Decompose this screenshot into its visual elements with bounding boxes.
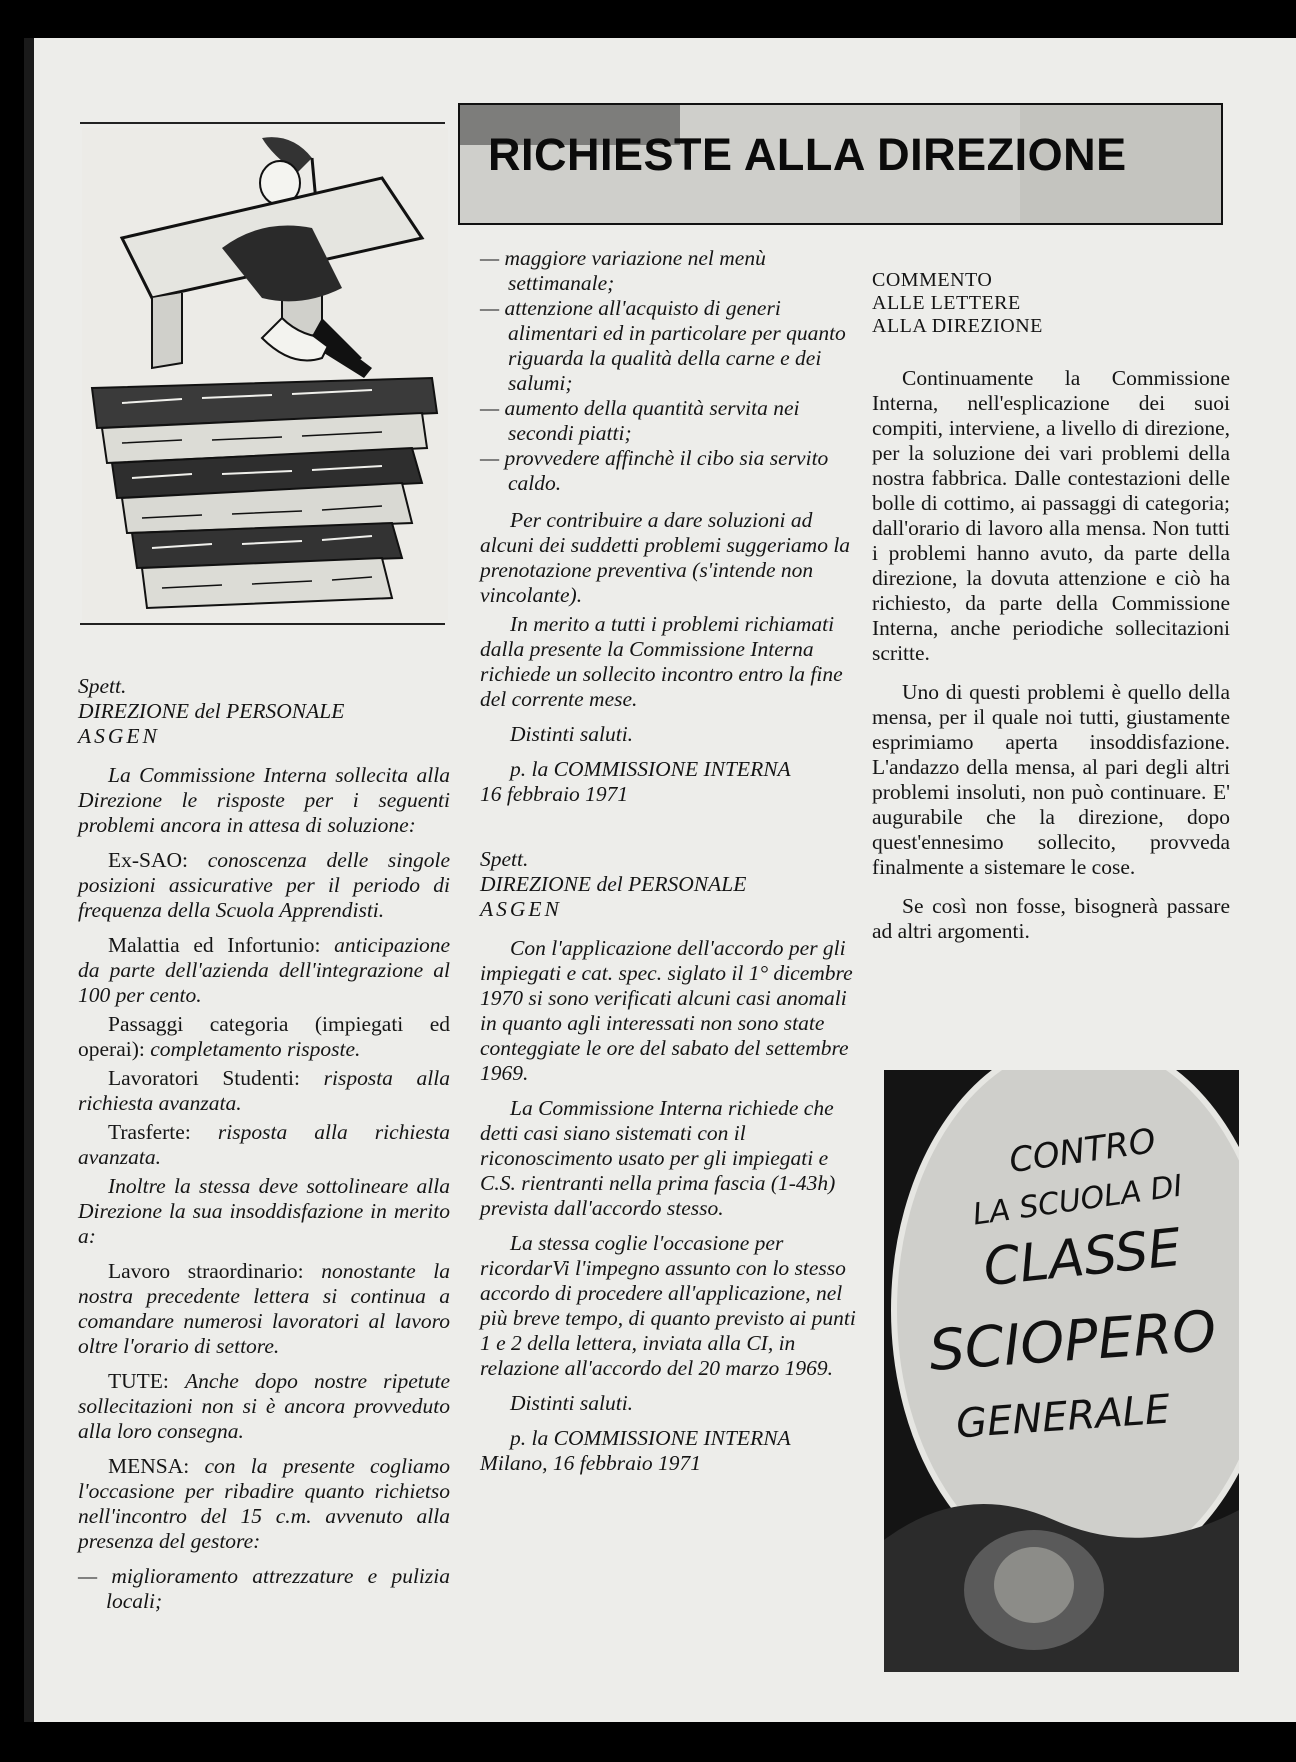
letter-1-signature: p. la COMMISSIONE INTERNA bbox=[510, 757, 791, 781]
letter-2-closing: Distinti saluti. bbox=[510, 1391, 634, 1415]
mensa-request-item: — miglioramento attrezzature e pulizia locali; bbox=[78, 1564, 450, 1613]
letter-1-closing: Distinti saluti. bbox=[510, 722, 634, 746]
sign-text: GENERALE bbox=[954, 1386, 1172, 1448]
divider bbox=[80, 122, 445, 124]
article-header bbox=[458, 103, 1223, 225]
protest-sign-photo bbox=[884, 1070, 1239, 1672]
letter-2-salutation: Spett. bbox=[480, 847, 529, 871]
letter-1-inoltre: Inoltre la stessa deve sottolineare alla Direzione la sua insoddisfazione in merito a: bbox=[78, 1174, 450, 1248]
sign-text: CONTRO bbox=[1006, 1121, 1159, 1182]
letter-1-intro: La Commissione Interna sollecita alla Direzione le risposte per i seguenti problemi ancora in attesa di soluzione: bbox=[78, 763, 450, 837]
letter-2-paragraph: Con l'applicazione dell'accordo per gli impiegati e cat. spec. siglato il 1° dicembre 1970 si sono verificati alcuni casi anomali in quanto agli interessati non sono state conteggiate le ore del sabato del settembre 1969. bbox=[480, 936, 853, 1085]
sign-text: LA SCUOLA DI bbox=[970, 1168, 1185, 1233]
letter-1-paragraph: Per contribuire a dare soluzioni ad alcuni dei suddetti problemi suggeriamo la prenotazione preventiva (s'intende non vincolante). bbox=[480, 508, 851, 607]
mensa-request-item: — attenzione all'acquisto di generi alimentari ed in particolare per quanto riguarda la qualità della carne e dei salumi; bbox=[480, 296, 846, 395]
commentary-title: COMMENTO ALLE LETTERE ALLA DIREZIONE bbox=[872, 269, 1043, 337]
bureaucracy-cartoon-illustration bbox=[82, 128, 448, 620]
letter-1-item: Trasferte: risposta alla richiesta avanzata. bbox=[78, 1120, 451, 1169]
letter-1-salutation: Spett. bbox=[78, 674, 127, 698]
letter-1-item: TUTE: Anche dopo nostre ripetute sollecitazioni non si è ancora provveduto alla loro consegna. bbox=[78, 1369, 451, 1443]
letter-1-item: MENSA: con la presente cogliamo l'occasione per ribadire quanto richietso nell'incontro del 15 c.m. avvenuto alla presenza del gestore: bbox=[78, 1454, 450, 1553]
letter-1-item: Lavoratori Studenti: risposta alla richiesta avanzata. bbox=[78, 1066, 450, 1115]
commentary-paragraph: Uno di questi problemi è quello della mensa, per il quale noi tutti, giustamente esprimiamo aperta insoddisfazione. L'andazzo della mensa, al pari degli altri problemi insoluti, non può continuare. E' augurabile che la direzione, dopo quest'ennesimo sollecito, provveda finalmente a sistemare le cose. bbox=[872, 680, 1230, 879]
binding-edge bbox=[24, 38, 34, 1722]
letter-1-item: Lavoro straordinario: nonostante la nostra precedente lettera si continua a comandare numerosi lavoratori al lavoro oltre l'orario di settore. bbox=[78, 1259, 450, 1358]
commentary-paragraph: Se così non fosse, bisognerà passare ad altri argomenti. bbox=[872, 894, 1230, 943]
letter-2-paragraph: La Commissione Interna richiede che detti casi siano sistemati con il riconoscimento usato per gli impiegati e C.S. rientranti nella prima fascia (1-43h) prevista dall'accordo stesso. bbox=[480, 1096, 836, 1220]
mensa-request-item: — maggiore variazione nel menù settimanale; bbox=[480, 246, 766, 295]
letter-2-company: ASGEN bbox=[480, 897, 562, 921]
letter-1-item: Passaggi categoria (impiegati ed operai): completamento risposte. bbox=[78, 1012, 450, 1061]
magazine-page bbox=[24, 38, 1296, 1722]
letter-2-paragraph: La stessa coglie l'occasione per ricordarVi l'impegno assunto con lo stesso accordo di procedere all'applicazione, nel più breve tempo, di quanto previsto ai punti 1 e 2 della lettera, inviata alla CI, in relazione all'accordo del 20 marzo 1969. bbox=[480, 1231, 856, 1380]
letter-1-company: ASGEN bbox=[78, 724, 160, 748]
divider bbox=[80, 623, 445, 625]
letter-1-addressee: DIREZIONE del PERSONALE bbox=[78, 699, 345, 723]
protest-photo-image bbox=[884, 1070, 1239, 1672]
page-title: RICHIESTE ALLA DIREZIONE bbox=[488, 129, 1127, 180]
sign-text: CLASSE bbox=[980, 1217, 1184, 1299]
letter-2-addressee: DIREZIONE del PERSONALE bbox=[480, 872, 747, 896]
letter-continuation-column bbox=[480, 246, 862, 1486]
letter-2-signature: p. la COMMISSIONE INTERNA bbox=[510, 1426, 791, 1450]
mensa-request-item: — provvedere affinchè il cibo sia servito caldo. bbox=[480, 446, 829, 495]
sign-text: SCIOPERO bbox=[927, 1299, 1219, 1384]
letter-1-column bbox=[78, 674, 450, 1614]
letter-1-item: Ex-SAO: conoscenza delle singole posizioni assicurative per il periodo di frequenza della Scuola Apprendisti. bbox=[78, 848, 450, 922]
letter-1-paragraph: In merito a tutti i problemi richiamati dalla presente la Commissione Interna richiede un sollecito incontro entro la fine del corrente mese. bbox=[480, 612, 843, 711]
letter-1-date: 16 febbraio 1971 bbox=[480, 782, 629, 806]
mensa-request-item: — aumento della quantità servita nei secondi piatti; bbox=[480, 396, 800, 445]
commentary-paragraph: Continuamente la Commissione Interna, nell'esplicazione dei suoi compiti, interviene, a livello di direzione, per la soluzione dei vari problemi della nostra fabbrica. Dalle contestazioni delle bolle di cottimo, ai passaggi di categoria; dall'orario di lavoro alla mensa. Non tutti i problemi hanno avuto, da parte della direzione, la dovuta attenzione e ciò ha richiesto, da parte della Commissione Interna, anche periodiche sollecitazioni scritte. bbox=[872, 366, 1230, 665]
letter-2-date: Milano, 16 febbraio 1971 bbox=[480, 1451, 701, 1475]
letter-1-item: Malattia ed Infortunio: anticipazione da parte dell'azienda dell'integrazione al 100 per cento. bbox=[78, 933, 450, 1007]
commentary-column bbox=[872, 269, 1230, 958]
